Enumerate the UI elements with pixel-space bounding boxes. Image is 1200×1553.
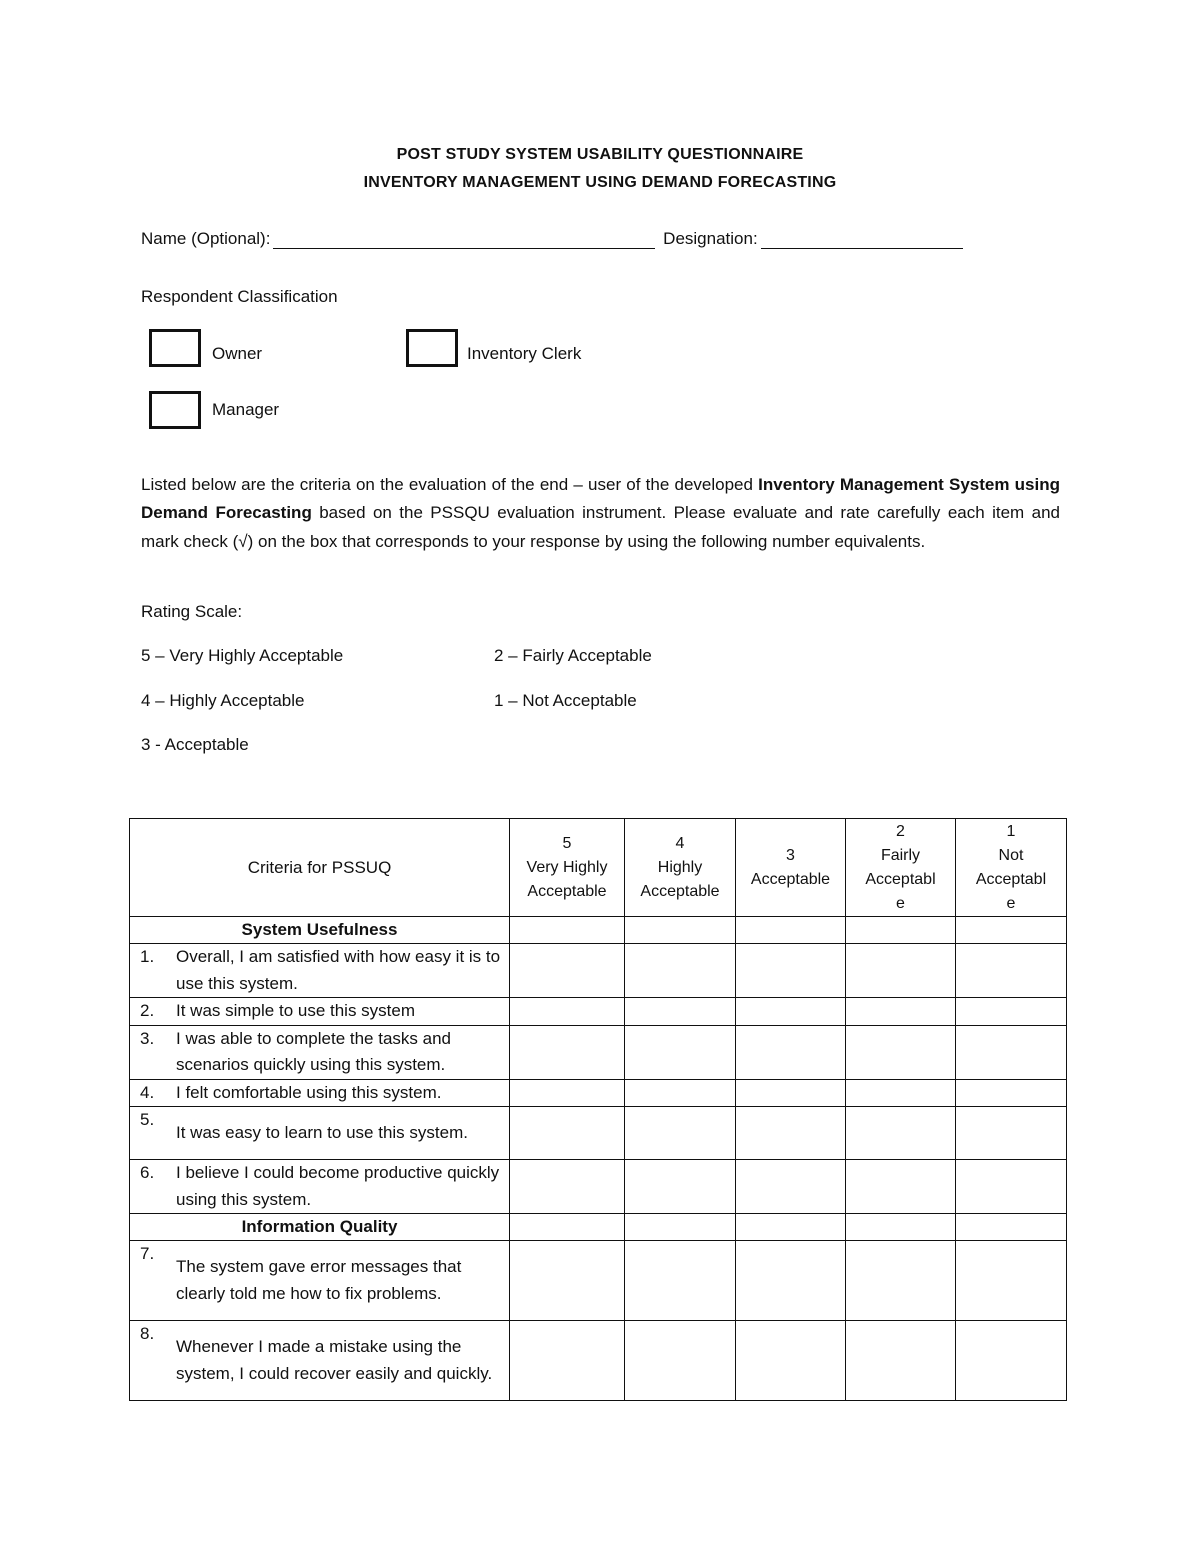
- rating-cell[interactable]: [510, 944, 625, 998]
- designation-field[interactable]: [761, 230, 963, 249]
- questionnaire-title: POST STUDY SYSTEM USABILITY QUESTIONNAIRE: [396, 146, 804, 163]
- rating-cell[interactable]: [625, 944, 736, 998]
- table-row: 8. Whenever I made a mistake using the system, I could recover easily and quickly.: [130, 1321, 1067, 1401]
- rating-cell[interactable]: [736, 1107, 846, 1160]
- table-row: 6. I believe I could become productive quickly using this system.: [130, 1160, 1067, 1214]
- col-header-5: 5 Very Highly Acceptable: [510, 819, 625, 917]
- table-row: 4. I felt comfortable using this system.: [130, 1079, 1067, 1107]
- owner-checkbox[interactable]: [149, 329, 201, 367]
- rating-cell[interactable]: [956, 1025, 1067, 1079]
- inventory-clerk-label: Inventory Clerk: [467, 344, 582, 363]
- criteria-header: Criteria for PSSUQ: [130, 819, 510, 917]
- rating-cell[interactable]: [736, 998, 846, 1026]
- rating-cell[interactable]: [510, 1025, 625, 1079]
- rating-cell[interactable]: [846, 1025, 956, 1079]
- rating-cell[interactable]: [625, 1321, 736, 1401]
- inventory-clerk-checkbox[interactable]: [406, 329, 458, 367]
- rating-cell[interactable]: [736, 1241, 846, 1321]
- col-header-4: 4 Highly Acceptable: [625, 819, 736, 917]
- rating-cell[interactable]: [956, 998, 1067, 1026]
- table-row: 3. I was able to complete the tasks and scenarios quickly using this system.: [130, 1025, 1067, 1079]
- rating-cell[interactable]: [510, 1079, 625, 1107]
- rating-cell[interactable]: [956, 1321, 1067, 1401]
- rating-cell[interactable]: [956, 1241, 1067, 1321]
- table-row: 1. Overall, I am satisfied with how easy it is to use this system.: [130, 944, 1067, 998]
- rating-cell[interactable]: [846, 1321, 956, 1401]
- rating-scale-label: Rating Scale:: [141, 602, 243, 621]
- rating-cell[interactable]: [510, 1241, 625, 1321]
- rating-cell[interactable]: [846, 1107, 956, 1160]
- scale-3: 3 - Acceptable: [141, 735, 249, 754]
- scale-2: 2 – Fairly Acceptable: [494, 646, 652, 665]
- section-row: [130, 1214, 1067, 1241]
- col-header-1: 1 Not Acceptabl e: [956, 819, 1067, 917]
- rating-cell[interactable]: [625, 1241, 736, 1321]
- table-header-row: [130, 819, 1067, 917]
- rating-cell[interactable]: [956, 1107, 1067, 1160]
- rating-cell[interactable]: [510, 1107, 625, 1160]
- rating-cell[interactable]: [846, 1241, 956, 1321]
- table-row: 7. The system gave error messages that clearly told me how to fix problems.: [130, 1241, 1067, 1321]
- name-designation-row: [141, 229, 966, 249]
- rating-cell[interactable]: [736, 1321, 846, 1401]
- table-row: 2. It was simple to use this system: [130, 998, 1067, 1026]
- manager-checkbox[interactable]: [149, 391, 201, 429]
- rating-cell[interactable]: [625, 1160, 736, 1214]
- section-row: [130, 917, 1067, 944]
- rating-cell[interactable]: [736, 1160, 846, 1214]
- rating-cell[interactable]: [510, 1160, 625, 1214]
- col-header-2: 2 Fairly Acceptabl e: [846, 819, 956, 917]
- manager-label: Manager: [212, 400, 280, 419]
- rating-cell[interactable]: [956, 1079, 1067, 1107]
- rating-cell[interactable]: [625, 1079, 736, 1107]
- rating-cell[interactable]: [510, 1321, 625, 1401]
- rating-cell[interactable]: [736, 1079, 846, 1107]
- rating-cell[interactable]: [736, 1025, 846, 1079]
- rating-cell[interactable]: [625, 1107, 736, 1160]
- name-label: Name (Optional):: [141, 229, 271, 248]
- system-name-bold: Inventory Management System using Demand Forecasting: [141, 475, 1061, 523]
- rating-cell[interactable]: [736, 944, 846, 998]
- rating-cell[interactable]: [846, 1079, 956, 1107]
- section-information-quality: Information Quality: [130, 1214, 510, 1241]
- classification-label: Respondent Classification: [141, 287, 338, 306]
- section-system-usefulness: System Usefulness: [130, 917, 510, 944]
- scale-4: 4 – Highly Acceptable: [141, 691, 305, 710]
- rating-cell[interactable]: [956, 944, 1067, 998]
- rating-cell[interactable]: [625, 1025, 736, 1079]
- scale-1: 1 – Not Acceptable: [494, 691, 637, 710]
- rating-cell[interactable]: [510, 998, 625, 1026]
- rating-cell[interactable]: [956, 1160, 1067, 1214]
- owner-label: Owner: [212, 344, 263, 363]
- scale-5: 5 – Very Highly Acceptable: [141, 646, 344, 665]
- pssuq-table: [129, 818, 1067, 1401]
- questionnaire-subtitle: INVENTORY MANAGEMENT USING DEMAND FORECASTING: [363, 174, 837, 191]
- table-row: 5. It was easy to learn to use this system.: [130, 1107, 1067, 1160]
- rating-cell[interactable]: [846, 998, 956, 1026]
- rating-cell[interactable]: [625, 998, 736, 1026]
- designation-label: Designation:: [663, 229, 758, 248]
- col-header-3: 3 Acceptable: [736, 819, 846, 917]
- instructions-paragraph: Listed below are the criteria on the evaluation of the end – user of the developed Inventory Management System using Demand Forecasting based on the PSSQU evaluation instrument. Please evaluate and rate carefully each item and mark check (√) on the box that corresponds to your response by using the following number equivalents.: [141, 475, 1061, 551]
- rating-cell[interactable]: [846, 1160, 956, 1214]
- name-field[interactable]: [273, 230, 655, 249]
- rating-cell[interactable]: [846, 944, 956, 998]
